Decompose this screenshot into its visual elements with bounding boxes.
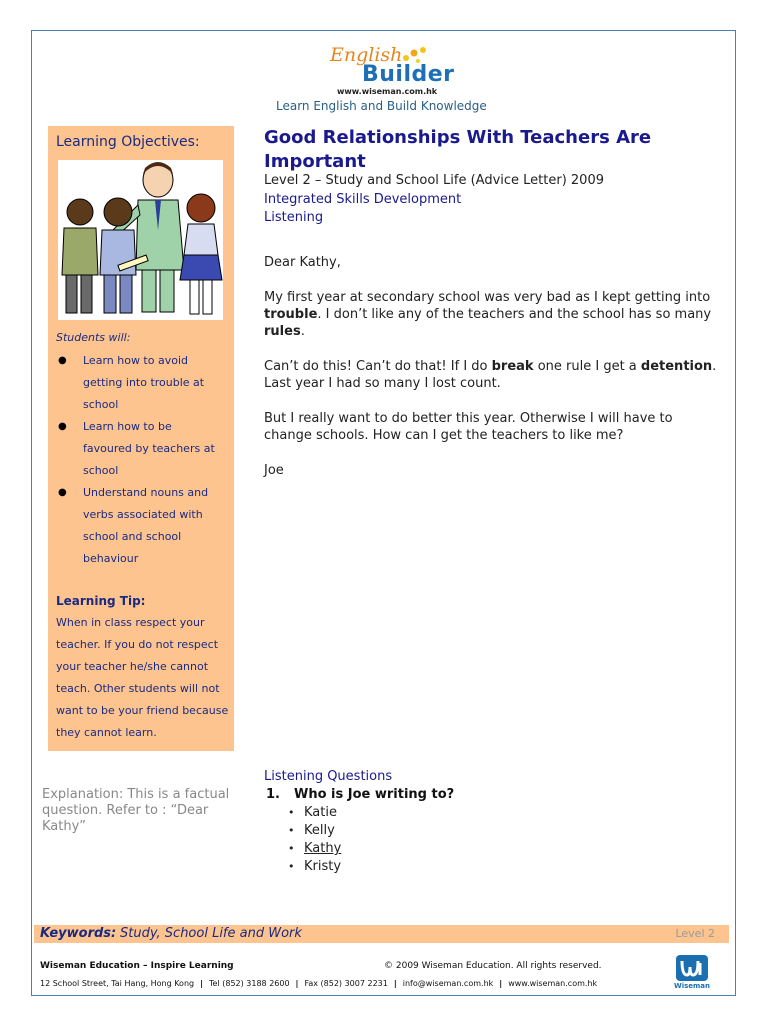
footer-email[interactable]: info@wiseman.com.hk	[402, 979, 494, 988]
footer-company: Wiseman Education – Inspire Learning	[40, 961, 234, 971]
tagline: Learn English and Build Knowledge	[276, 99, 487, 113]
learning-objectives-title: Learning Objectives:	[56, 134, 200, 150]
separator: |	[200, 979, 204, 988]
logo-url[interactable]: www.wiseman.com.hk	[337, 87, 438, 96]
footer-tel: Tel (852) 3188 2600	[209, 979, 290, 988]
footer-copyright: © 2009 Wiseman Education. All rights reserved.	[384, 961, 602, 971]
wiseman-logo	[672, 955, 712, 991]
answer-option[interactable]: • Katie	[288, 804, 341, 822]
learning-tip-text: When in class respect your teacher. If you do not respect your teacher he/she cannot teach. Other students will not want to be your friend because they cannot learn.	[56, 616, 229, 739]
objective-text: Learn how to avoid getting into trouble at school	[83, 354, 205, 411]
students-will-label: Students will:	[56, 331, 131, 344]
text-run: .	[300, 324, 305, 339]
letter-greeting: Dear Kathy,	[264, 255, 341, 270]
footer-contact	[40, 979, 597, 988]
objectives-list	[48, 350, 234, 570]
text-run: My first year at secondary school was very bad as I kept getting into	[264, 290, 711, 305]
wiseman-logo-text: Wiseman	[673, 982, 711, 990]
text-run: one rule I get a	[533, 359, 641, 374]
keyword-trouble: trouble	[264, 307, 318, 322]
keywords-label: Keywords:	[40, 926, 117, 941]
footer-fax: Fax (852) 3007 2231	[304, 979, 388, 988]
answer-option-selected[interactable]: • Kathy	[288, 840, 341, 858]
listening-questions-title: Listening Questions	[264, 769, 393, 784]
answer-options	[288, 804, 341, 876]
question-text: Who is Joe writing to?	[294, 787, 455, 802]
logo-script-text: English	[330, 44, 403, 66]
text-run: . Last year I had so many I lost count.	[264, 359, 717, 391]
level-subtitle: Level 2 – Study and School Life (Advice Letter) 2009	[264, 173, 604, 188]
explanation-note: Explanation: This is a factual question. Refer to : “Dear Kathy”	[42, 787, 230, 834]
footer-website[interactable]: www.wiseman.com.hk	[508, 979, 598, 988]
keywords-bar	[34, 925, 729, 943]
skills-heading	[264, 191, 461, 227]
objective-item	[48, 416, 223, 482]
wiseman-mark-icon	[676, 955, 708, 981]
english-builder-logo	[318, 44, 468, 92]
keyword-break: break	[491, 359, 534, 374]
keywords-text: Study, School Life and Work	[120, 926, 302, 941]
objective-text: Learn how to be favoured by teachers at school	[83, 420, 215, 477]
page-title: Good Relationships With Teachers Are Important	[264, 127, 652, 172]
objective-item	[48, 350, 223, 416]
letter-paragraph-3: But I really want to do better this year. Otherwise I will have to change schools. How can I get the teachers to like me?	[264, 411, 673, 443]
learning-objectives-sidebar	[48, 126, 234, 751]
learning-tip-title: Learning Tip:	[56, 594, 146, 608]
wiseman-logo-icon	[676, 955, 708, 981]
separator: |	[393, 979, 397, 988]
letter-signature: Joe	[264, 463, 284, 478]
advice-letter	[264, 254, 724, 497]
answer-option[interactable]: • Kelly	[288, 822, 341, 840]
bullet-icon: ●	[58, 355, 67, 366]
separator: |	[295, 979, 299, 988]
skills-line: Integrated Skills Development	[264, 192, 462, 207]
objective-text: Understand nouns and verbs associated with school and school behaviour	[83, 486, 209, 565]
bullet-icon: ●	[58, 421, 67, 432]
separator: |	[499, 979, 503, 988]
keyword-rules: rules	[264, 324, 301, 339]
letter-paragraph-1	[264, 289, 724, 340]
question-1	[266, 787, 454, 802]
bullet-icon: ●	[58, 487, 67, 498]
logo-builder-text: Builder	[362, 62, 455, 87]
answer-option[interactable]: • Kristy	[288, 858, 341, 876]
letter-paragraph-2	[264, 358, 724, 392]
listening-line: Listening	[264, 210, 324, 225]
text-run: Can’t do this! Can’t do that! If I do	[264, 359, 492, 374]
footer-address: 12 School Street, Tai Hang, Hong Kong	[40, 979, 195, 988]
objective-item	[48, 482, 223, 570]
teacher-and-students-illustration	[58, 160, 223, 320]
question-number: 1.	[266, 787, 280, 802]
keyword-detention: detention	[640, 359, 713, 374]
text-run: . I don’t like any of the teachers and the school has so many	[317, 307, 712, 322]
level-badge: Level 2	[675, 927, 715, 940]
